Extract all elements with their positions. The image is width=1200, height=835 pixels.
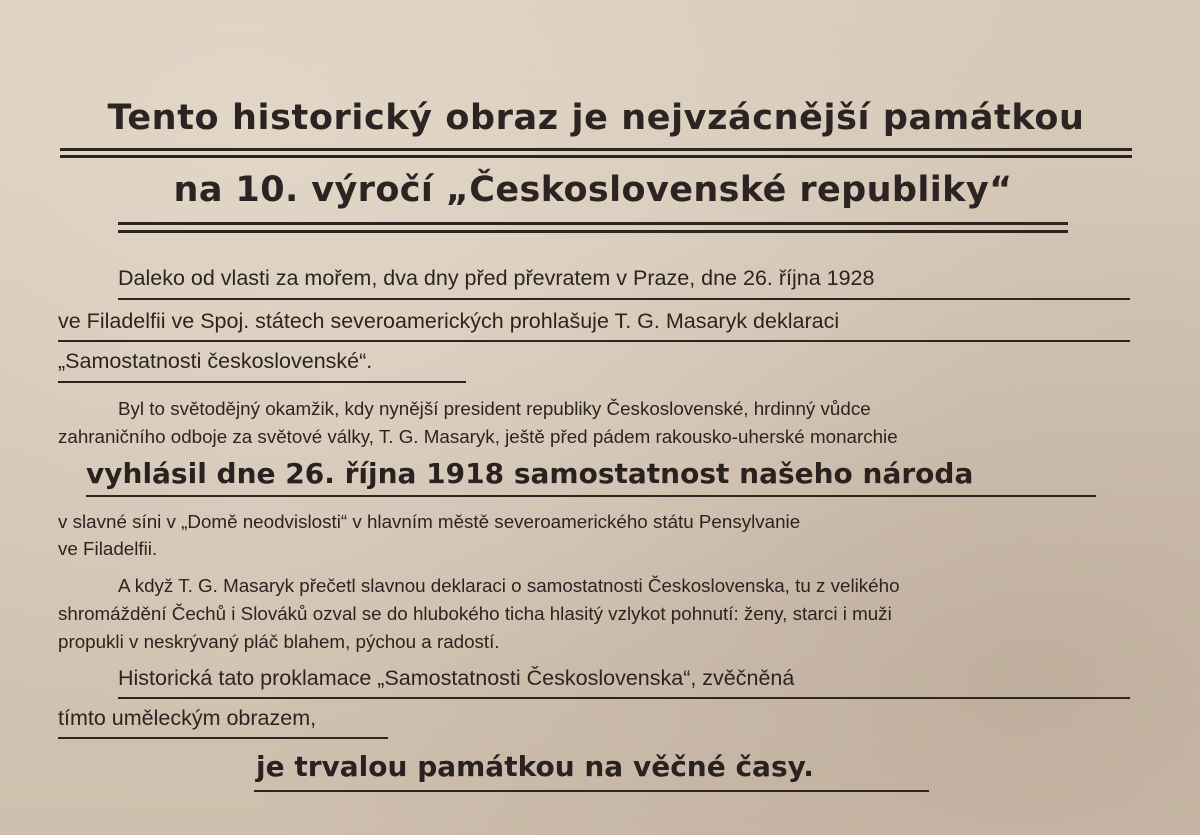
para4-line-2: shromáždění Čechů i Slováků ozval se do hlubokého ticha hlasitý vzlykot pohnutí: ženy, starci i muži bbox=[58, 603, 892, 624]
heading-line-1: Tento historický obraz je nejvzácnější památkou bbox=[107, 98, 1085, 138]
intro-line-2-underline bbox=[58, 340, 1130, 342]
heading-1-rule-bottom bbox=[60, 155, 1132, 158]
para3-line-1: v slavné síni v „Domě neodvislosti“ v hlavním městě severoamerického státu Pensylvanie bbox=[58, 511, 801, 532]
para2-line-2: zahraničního odboje za světové války, T. G. Masaryk, ještě před pádem rakousko-uherské monarchie bbox=[58, 426, 898, 447]
para4-line-1: A když T. G. Masaryk přečetl slavnou deklaraci o samostatnosti Československa, tu z velikého bbox=[118, 575, 900, 596]
closing-line-underline bbox=[254, 790, 929, 792]
para4-line-3: propukli v neskrývaný pláč blahem, pýchou a radostí. bbox=[58, 631, 500, 652]
intro-line-1: Daleko od vlasti za mořem, dva dny před převratem v Praze, dne 26. října 1928 bbox=[118, 266, 875, 290]
heading-line-2: na 10. výročí „Československé republiky“ bbox=[173, 170, 1013, 210]
para2-line-1: Byl to světodějný okamžik, kdy nynější president republiky Československé, hrdinný vůdce bbox=[118, 398, 871, 419]
para5-line-1-underline bbox=[118, 697, 1130, 699]
intro-line-2: ve Filadelfii ve Spoj. státech severoamerických prohlašuje T. G. Masaryk deklaraci bbox=[58, 309, 840, 333]
closing-line: je trvalou památkou na věčné časy. bbox=[256, 750, 814, 783]
para3-line-2: ve Filadelfii. bbox=[58, 538, 158, 559]
heading-2-rule-bottom bbox=[118, 230, 1068, 233]
para5-line-1: Historická tato proklamace „Samostatnosti Československa“, zvěčněná bbox=[118, 666, 795, 690]
heading-1-rule-top bbox=[60, 148, 1132, 151]
intro-line-1-underline bbox=[118, 298, 1130, 300]
intro-line-3: „Samostatnosti československé“. bbox=[58, 349, 373, 373]
emphasis-line-underline bbox=[86, 495, 1096, 497]
intro-line-3-underline bbox=[58, 381, 466, 383]
heading-2-rule-top bbox=[118, 222, 1068, 225]
para5-line-2: tímto uměleckým obrazem, bbox=[58, 706, 317, 730]
para5-line-2-underline bbox=[58, 737, 388, 739]
emphasis-line: vyhlásil dne 26. října 1918 samostatnost našeho národa bbox=[86, 457, 974, 490]
